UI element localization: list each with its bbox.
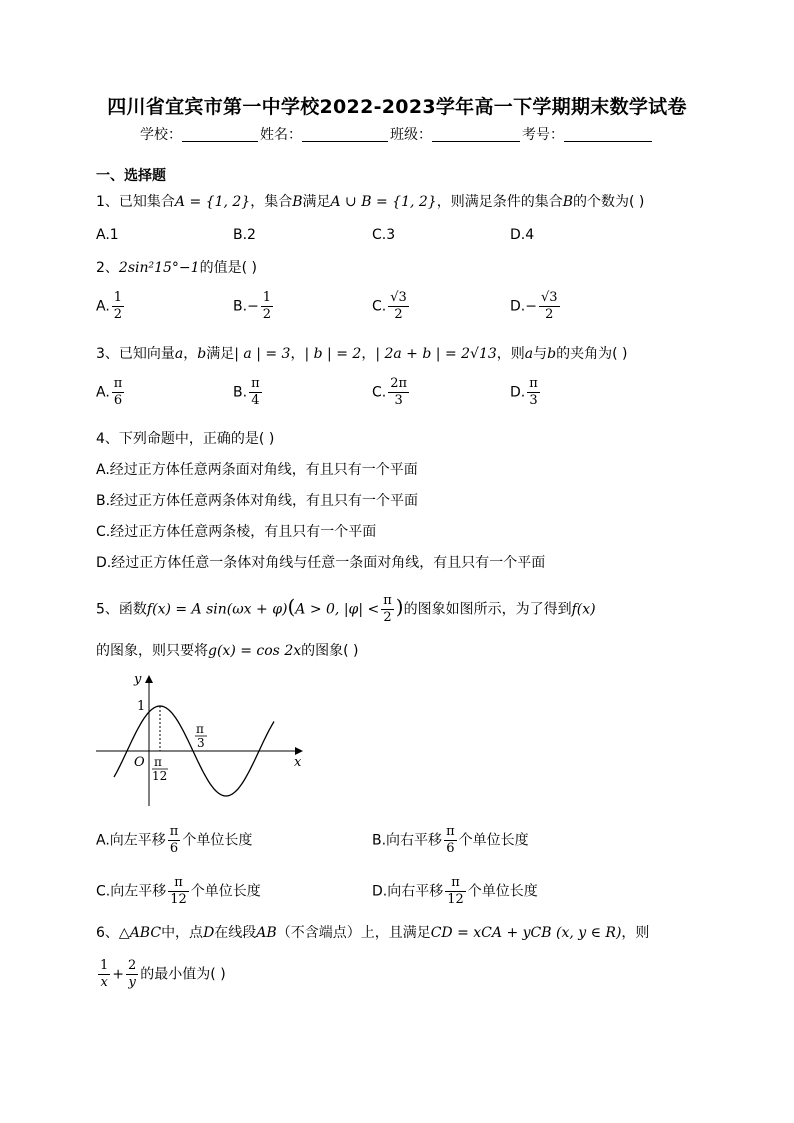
- question-6-stem-line2: $\frac{1}{x}$ + $\frac{2}{y}$ 的最小值为( ): [100, 958, 226, 990]
- school-blank[interactable]: [182, 127, 258, 142]
- name-label: 姓名：: [260, 127, 302, 143]
- y-axis-label: y: [134, 672, 142, 687]
- question-4-stem: 4、下列命题中，正确的是( ): [96, 431, 275, 447]
- q1-option-b[interactable]: B.2: [233, 227, 256, 243]
- class-blank[interactable]: [432, 127, 520, 142]
- q4-option-b[interactable]: B.经过正方体任意两条体对角线，有且只有一个平面: [96, 493, 419, 509]
- origin-label: O: [134, 755, 145, 770]
- name-blank[interactable]: [302, 127, 388, 142]
- q1-option-d[interactable]: D.4: [510, 227, 535, 243]
- q3-option-a[interactable]: A. $\frac{\pi}{6}$: [96, 376, 123, 408]
- q5-option-b[interactable]: B.向右平移 $\frac{\pi}{6}$ 个单位长度: [372, 824, 529, 856]
- x-axis-label: x: [294, 755, 302, 770]
- q2-option-c[interactable]: C. $\frac{√3}{2}$: [372, 290, 407, 322]
- section-heading: 一、选择题: [96, 168, 166, 184]
- q4-option-a[interactable]: A.经过正方体任意两条面对角线，有且只有一个平面: [96, 462, 418, 478]
- q2-option-a[interactable]: A. $\frac{1}{2}$: [96, 290, 123, 322]
- tick-pi-12-num: π: [154, 755, 162, 769]
- number-label: 考号：: [522, 127, 564, 143]
- q2-option-b[interactable]: B.− $\frac{1}{2}$: [233, 290, 272, 322]
- function-graph: [94, 670, 308, 810]
- q5-option-a[interactable]: A.向左平移 $\frac{\pi}{6}$ 个单位长度: [96, 824, 253, 856]
- school-label: 学校：: [140, 127, 182, 143]
- question-1-stem: 1、已知集合A = {1, 2}，集合B满足A ∪ B = {1, 2}，则满足条件的集合B的个数为( ): [96, 194, 645, 210]
- peak-value-label: 1: [137, 699, 146, 714]
- q5-option-d[interactable]: D.向右平移 $\frac{\pi}{12}$ 个单位长度: [372, 875, 538, 907]
- question-6-stem: 6、△ABC中，点D在线段AB（不含端点）上，且满足CD = xCA + yCB (x, y ∈ R)，则: [96, 925, 650, 941]
- class-label: 班级：: [390, 127, 432, 143]
- student-info-line: [0, 124, 794, 144]
- question-5-stem: 5、函数f(x) = A sin(ωx + φ)(A > 0, |φ| < $\frac{\pi}{2}$ )的图象如图所示，为了得到f(x): [96, 593, 596, 625]
- q3-option-b[interactable]: B. $\frac{\pi}{4}$: [233, 376, 260, 408]
- q4-option-d[interactable]: D.经过正方体任意一条体对角线与任意一条面对角线，有且只有一个平面: [96, 555, 546, 571]
- question-5-stem-line2: 的图象，则只要将g(x) = cos 2x的图象( ): [96, 643, 359, 659]
- q3-option-c[interactable]: C. $\frac{2\pi}{3}$: [372, 376, 408, 408]
- number-blank[interactable]: [564, 127, 652, 142]
- q1-option-c[interactable]: C.3: [372, 227, 396, 243]
- tick-pi-3-num: π: [196, 722, 204, 736]
- tick-pi-12-den: 12: [152, 769, 168, 783]
- tick-pi-3-den: 3: [197, 736, 205, 750]
- q3-option-d[interactable]: D. $\frac{\pi}{3}$: [510, 376, 538, 408]
- q4-option-c[interactable]: C.经过正方体任意两条棱，有且只有一个平面: [96, 524, 377, 540]
- q1-option-a[interactable]: A.1: [96, 227, 119, 243]
- q5-option-c[interactable]: C.向左平移 $\frac{\pi}{12}$ 个单位长度: [96, 875, 261, 907]
- question-3-stem: 3、已知向量a，b满足| a | = 3，| b | = 2，| 2a + b | = 2√13，则a与b的夹角为( ): [96, 346, 628, 362]
- question-2-stem: 2、2sin²15°−1的值是( ): [96, 260, 257, 276]
- q2-option-d[interactable]: D.− $\frac{√3}{2}$: [510, 290, 558, 322]
- page-title: 四川省宜宾市第一中学校2022-2023学年高一下学期期末数学试卷: [107, 96, 687, 118]
